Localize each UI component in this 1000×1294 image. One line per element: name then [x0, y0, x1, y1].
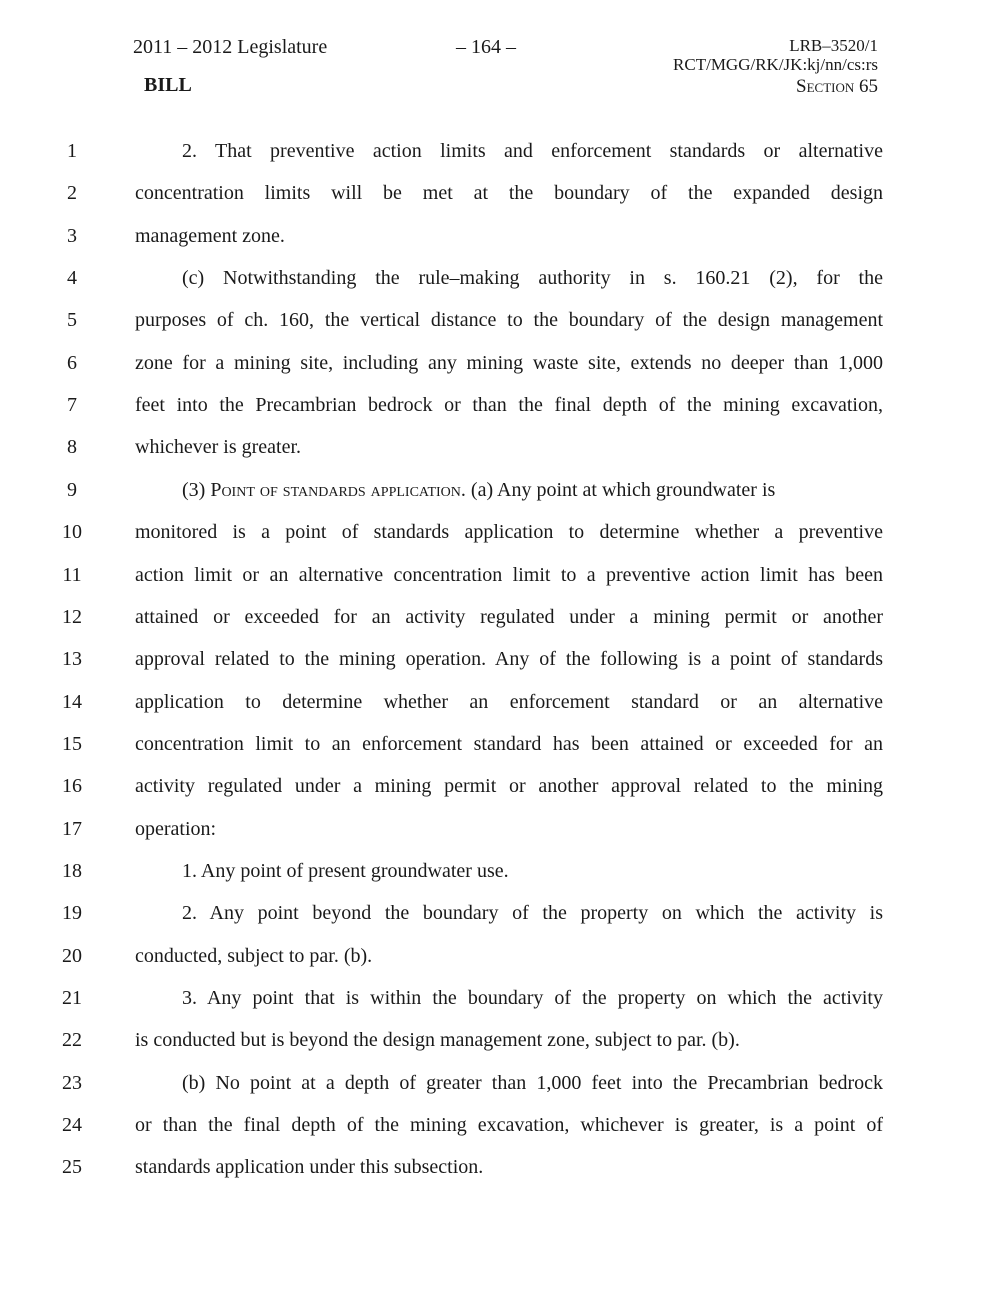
line-number: 7 [67, 394, 77, 417]
line-text: purposes of ch. 160, the vertical distance to the boundary of the design management [135, 309, 883, 332]
line-text: attained or exceeded for an activity regulated under a mining permit or another [135, 605, 883, 628]
numbered-line [0, 267, 1000, 309]
numbered-line [0, 775, 1000, 817]
line-text: conducted, subject to par. (b). [135, 944, 373, 967]
line-number: 8 [67, 436, 77, 459]
line-text: (b) No point at a depth of greater than 1,000 feet into the Precambrian bedrock [182, 1071, 883, 1094]
line-number: 12 [62, 605, 82, 628]
numbered-line [0, 902, 1000, 944]
line-text: feet into the Precambrian bedrock or than the final depth of the mining excavation, [135, 394, 883, 417]
line-number: 15 [62, 732, 82, 755]
line-text: concentration limit to an enforcement standard has been attained or exceeded for an [135, 732, 883, 755]
line-number: 23 [62, 1071, 82, 1094]
line-text: (c) Notwithstanding the rule–making authority in s. 160.21 (2), for the [182, 267, 883, 290]
drafter-initials: RCT/MGG/RK/JK:kj/nn/cs:rs [673, 55, 878, 74]
line-text: 3. Any point that is within the boundary of the property on which the activity [182, 987, 883, 1009]
line-text: management zone. [135, 224, 285, 247]
line-number: 2 [67, 182, 77, 205]
line-number: 11 [62, 563, 82, 586]
subsection-title: Point of standards application. [210, 478, 466, 501]
line-number: 1 [67, 140, 77, 162]
numbered-line [0, 436, 1000, 478]
line-number: 20 [62, 944, 82, 967]
numbered-line [0, 606, 1000, 648]
line-text: 1. Any point of present groundwater use. [182, 859, 509, 882]
line-number: 25 [62, 1156, 82, 1179]
line-text: 2. Any point beyond the boundary of the property on which the activity is [182, 902, 883, 925]
line-text: operation: [135, 817, 217, 840]
line-text: whichever is greater. [135, 436, 302, 459]
line-text: approval related to the mining operation. Any of the following is a point of standards [135, 648, 883, 671]
line-number: 6 [67, 351, 77, 374]
numbered-line [0, 1156, 1000, 1198]
numbered-line [0, 987, 1000, 1029]
line-text: zone for a mining site, including any mining waste site, extends no deeper than 1,000 [135, 351, 883, 374]
numbered-line [0, 140, 1000, 182]
numbered-line [0, 564, 1000, 606]
line-text: activity regulated under a mining permit or another approval related to the mining [135, 775, 883, 798]
subsection-number: (3) [182, 478, 211, 501]
legislature-label: 2011 – 2012 Legislature [133, 36, 328, 58]
line-number: 21 [62, 987, 82, 1009]
line-text: monitored is a point of standards application to determine whether a preventive [135, 521, 883, 544]
numbered-line [0, 479, 1000, 521]
line-text: application to determine whether an enforcement standard or an alternative [135, 690, 883, 713]
line-number: 13 [62, 648, 82, 671]
bill-label: BILL [144, 74, 192, 96]
line-number: 17 [62, 817, 82, 840]
line-number: 16 [62, 775, 82, 798]
numbered-line [0, 648, 1000, 690]
line-number: 22 [62, 1029, 82, 1052]
numbered-line [0, 691, 1000, 733]
numbered-line [0, 860, 1000, 902]
numbered-line [0, 945, 1000, 987]
numbered-line [0, 352, 1000, 394]
line-number: 5 [67, 309, 77, 332]
line-text: 2. That preventive action limits and enforcement standards or alternative [182, 140, 883, 162]
line-text: is conducted but is beyond the design management zone, subject to par. (b). [135, 1029, 740, 1052]
line-number: 19 [62, 902, 82, 925]
subsection-text: (a) Any point at which groundwater is [465, 478, 776, 501]
line-text: standards application under this subsection. [135, 1156, 484, 1179]
numbered-line [0, 733, 1000, 775]
line-number: 18 [62, 859, 82, 882]
line-text: concentration limits will be met at the boundary of the expanded design [135, 182, 883, 205]
line-number: 14 [62, 690, 82, 713]
page-number: – 164 – [456, 36, 516, 58]
numbered-line [0, 309, 1000, 351]
line-number: 24 [62, 1114, 82, 1137]
line-number: 9 [67, 478, 77, 501]
line-number: 10 [62, 521, 82, 544]
line-number: 3 [67, 224, 77, 247]
numbered-line [0, 225, 1000, 267]
line-text: action limit or an alternative concentration limit to a preventive action limit has been [135, 563, 883, 586]
numbered-line [0, 521, 1000, 563]
numbered-line [0, 394, 1000, 436]
numbered-line [0, 1072, 1000, 1114]
numbered-line [0, 1029, 1000, 1071]
numbered-line [0, 182, 1000, 224]
numbered-line [0, 1114, 1000, 1156]
lrb-number: LRB–3520/1 [789, 36, 878, 55]
line-number: 4 [67, 267, 77, 290]
numbered-line [0, 818, 1000, 860]
line-text [182, 479, 883, 502]
section-label: Section 65 [796, 76, 878, 97]
line-text: or than the final depth of the mining excavation, whichever is greater, is a point of [135, 1114, 883, 1137]
